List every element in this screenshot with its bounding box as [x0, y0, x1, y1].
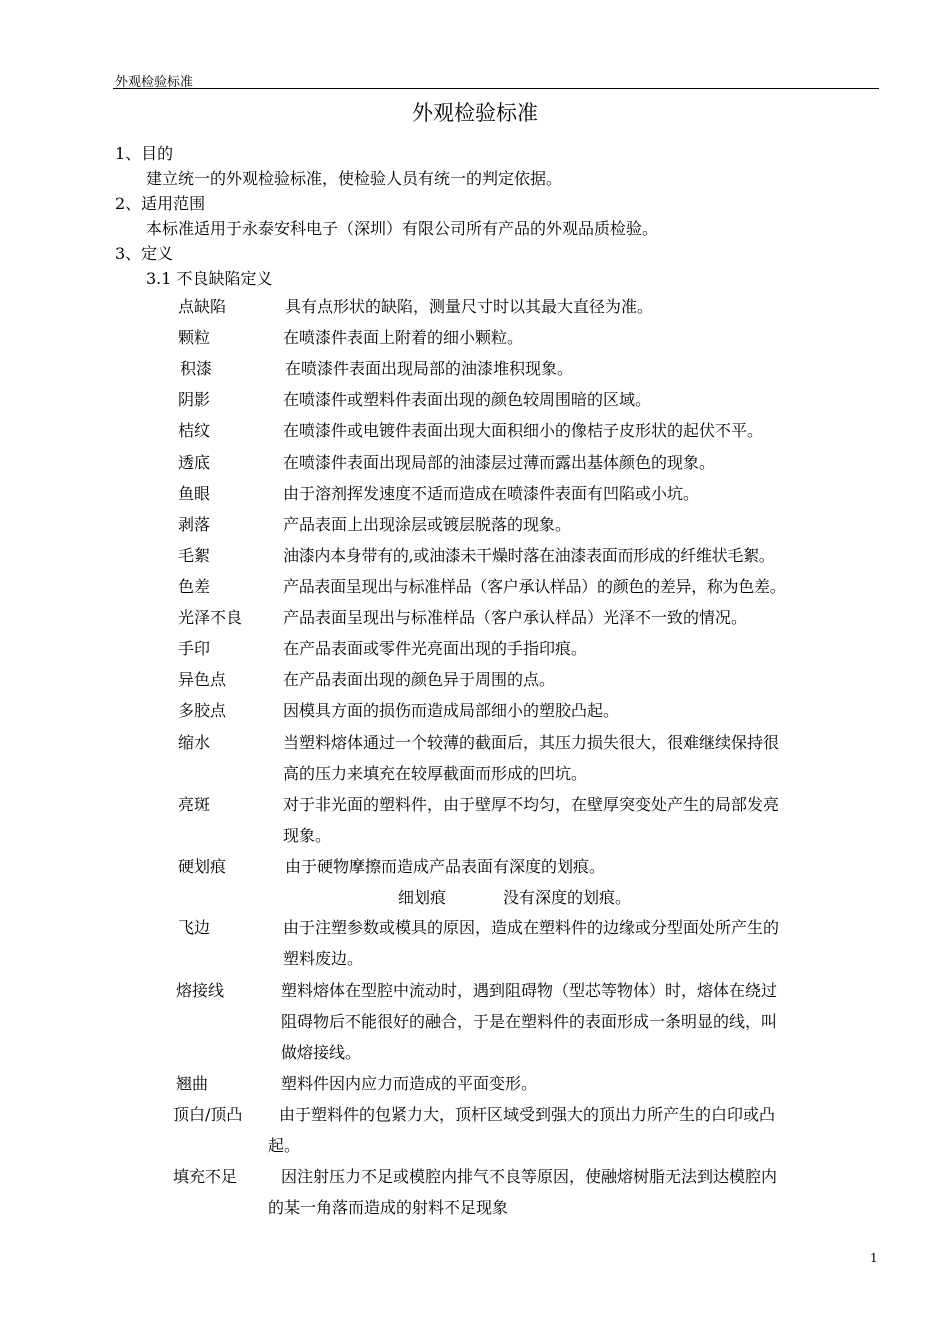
defect-definition: 在产品表面或零件光亮面出现的手指印痕。	[283, 639, 588, 658]
defect-definition: 塑料件因内应力而造成的平面变形。	[281, 1074, 538, 1093]
defect-definition-continued: 塑料废边。	[283, 949, 364, 968]
running-header: 外观检验标准	[115, 75, 194, 90]
defect-term: 透底	[178, 453, 211, 472]
defect-term: 鱼眼	[178, 484, 211, 503]
defect-definition-continued: 高的压力来填充在较厚截面而形成的凹坑。	[283, 764, 588, 783]
section-heading-purpose: 1、目的	[115, 144, 174, 163]
defect-term: 积漆	[180, 359, 213, 378]
defect-definition-continued: 的某一角落而造成的射料不足现象	[268, 1198, 509, 1217]
defect-definition: 在喷漆件表面出现局部的油漆堆积现象。	[285, 359, 574, 378]
page-number: 1	[870, 1251, 878, 1265]
defect-term: 细划痕	[398, 888, 447, 907]
defect-definition: 具有点形状的缺陷，测量尺寸时以其最大直径为准。	[285, 297, 654, 316]
defect-term: 亮斑	[178, 795, 211, 814]
defect-term: 飞边	[178, 918, 211, 937]
defect-term: 熔接线	[176, 981, 225, 1000]
defect-definition: 由于溶剂挥发速度不适而造成在喷漆件表面有凹陷或小坑。	[283, 484, 700, 503]
section-body-purpose: 建立统一的外观检验标准，使检验人员有统一的判定依据。	[146, 169, 563, 188]
defect-term: 阴影	[178, 390, 211, 409]
defect-definition-continued: 做熔接线。	[281, 1043, 362, 1062]
defect-definition-continued: 起。	[268, 1136, 301, 1155]
defect-definition: 在喷漆件或电镀件表面出现大面积细小的像桔子皮形状的起伏不平。	[283, 421, 764, 440]
defect-definition: 在喷漆件表面上附着的细小颗粒。	[283, 328, 524, 347]
defect-term: 异色点	[178, 670, 227, 689]
document-title: 外观检验标准	[412, 101, 538, 125]
defect-definition: 产品表面上出现涂层或镀层脱落的现象。	[283, 515, 572, 534]
defect-definition: 没有深度的划痕。	[503, 888, 632, 907]
defect-definition: 对于非光面的塑料件，由于壁厚不均匀，在壁厚突变处产生的局部发亮	[283, 795, 780, 814]
defect-definition-continued: 现象。	[283, 826, 332, 845]
defect-definition: 由于注塑参数或模具的原因，造成在塑料件的边缘或分型面处所产生的	[283, 918, 780, 937]
defect-term: 缩水	[178, 733, 211, 752]
defect-term: 颗粒	[178, 328, 211, 347]
defect-term: 填充不足	[173, 1167, 238, 1186]
defect-term: 光泽不良	[178, 608, 243, 627]
header-divider	[113, 88, 879, 89]
defect-definition: 由于塑料件的包紧力大，顶杆区域受到强大的顶出力所产生的白印或凸	[279, 1105, 776, 1124]
defect-term: 手印	[178, 639, 211, 658]
defect-term: 剥落	[178, 515, 211, 534]
defect-term: 翘曲	[176, 1074, 209, 1093]
defect-definition: 塑料熔体在型腔中流动时，遇到阻碍物（型芯等物体）时，熔体在绕过	[281, 981, 778, 1000]
defect-definition: 当塑料熔体通过一个较薄的截面后，其压力损失很大，很难继续保持很	[283, 733, 780, 752]
defect-term: 点缺陷	[178, 297, 227, 316]
section-heading-scope: 2、适用范围	[115, 194, 206, 213]
defect-term: 顶白/顶凸	[173, 1105, 243, 1124]
defect-definition: 在喷漆件或塑料件表面出现的颜色较周围暗的区域。	[283, 390, 652, 409]
defect-term: 桔纹	[178, 421, 211, 440]
defect-definition: 产品表面呈现出与标准样品（客户承认样品）的颜色的差异，称为色差。	[283, 577, 786, 596]
section-body-scope: 本标准适用于永泰安科电子（深圳）有限公司所有产品的外观品质检验。	[146, 219, 659, 238]
defect-term: 硬划痕	[178, 857, 227, 876]
section-heading-definitions: 3、定义	[115, 244, 174, 263]
defect-definition: 产品表面呈现出与标准样品（客户承认样品）光泽不一致的情况。	[283, 608, 748, 627]
defect-definition: 因注射压力不足或模腔内排气不良等原因，使融熔树脂无法到达模腔内	[281, 1167, 778, 1186]
defect-definition: 在产品表面出现的颜色异于周围的点。	[283, 670, 556, 689]
defect-term: 多胶点	[178, 701, 227, 720]
defect-definition: 由于硬物摩擦而造成产品表面有深度的划痕。	[285, 857, 606, 876]
defect-definition: 油漆内本身带有的,或油漆未干燥时落在油漆表面而形成的纤维状毛絮。	[283, 546, 775, 565]
subsection-heading-defects: 3.1 不良缺陷定义	[146, 269, 273, 288]
defect-term: 色差	[178, 577, 211, 596]
defect-definition: 在喷漆件表面出现局部的油漆层过薄而露出基体颜色的现象。	[283, 453, 716, 472]
defect-definition-continued: 阻碍物后不能很好的融合，于是在塑料件的表面形成一条明显的线，叫	[281, 1012, 778, 1031]
defect-definition: 因模具方面的损伤而造成局部细小的塑胶凸起。	[283, 701, 620, 720]
defect-term: 毛絮	[178, 546, 211, 565]
